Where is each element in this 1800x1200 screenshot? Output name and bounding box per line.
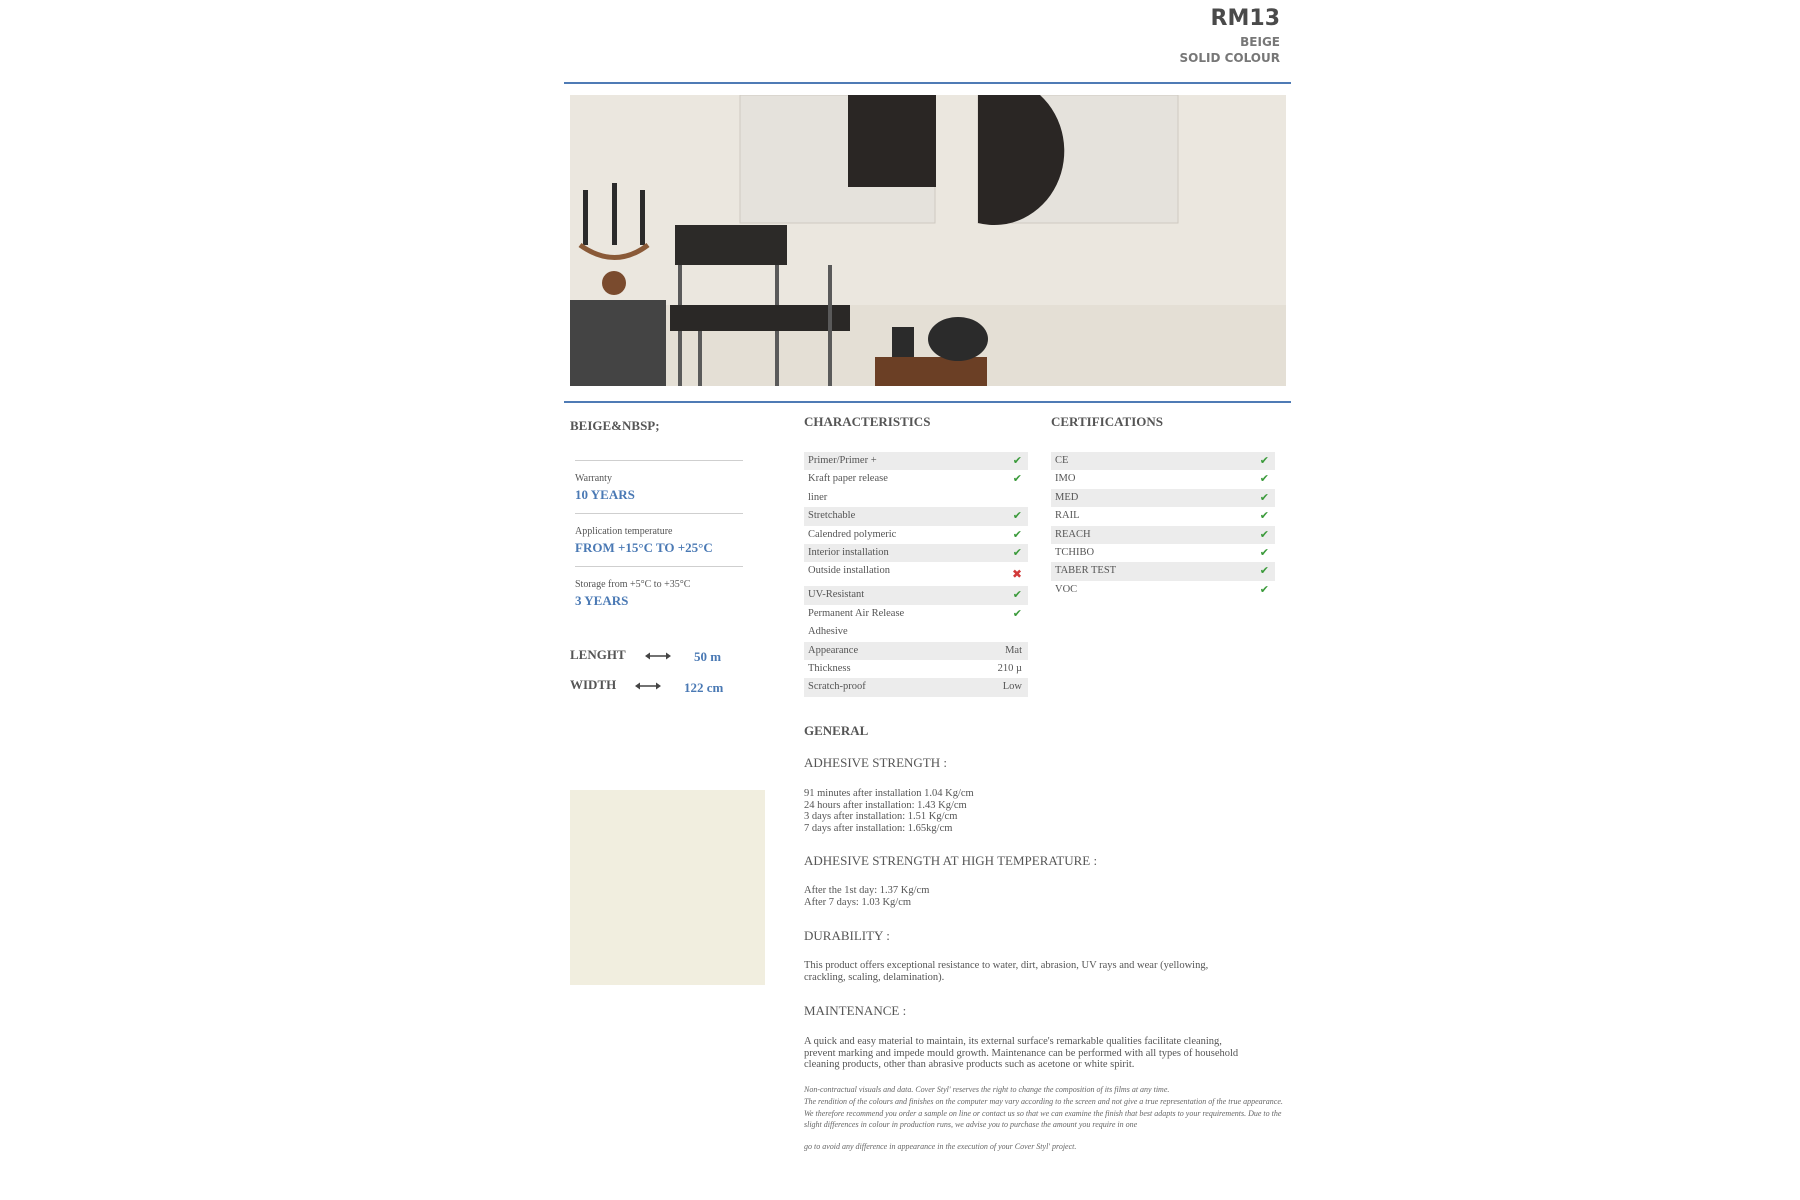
certification-row [1051,562,1275,580]
width-value: 122 cm [684,680,724,695]
check-icon: ✔ [1012,606,1022,620]
check-icon: ✔ [1259,582,1269,596]
characteristic-label: liner [808,491,828,503]
check-icon: ✔ [1012,454,1022,467]
characteristic-label: Calendred polymeric [808,528,897,540]
certification-label: REACH [1055,528,1091,540]
storage-value: 3 YEARS [575,593,629,608]
characteristic-label: Adhesive [808,626,848,638]
characteristic-label: Outside installation [808,565,890,577]
characteristic-row [804,544,1028,562]
check-icon: ✔ [1259,545,1269,559]
certification-label: MED [1055,491,1079,503]
check-icon: ✔ [1012,509,1022,523]
characteristic-row [804,507,1028,525]
characteristic-row [804,526,1028,544]
characteristics-title: CHARACTERISTICS [804,414,931,429]
divider [575,513,743,514]
maintenance-title: MAINTENANCE : [804,1003,907,1018]
length-label: LENGHT [570,647,626,662]
characteristic-row [804,678,1028,696]
certification-label: IMO [1055,473,1076,485]
characteristic-label: Interior installation [808,546,889,558]
double-arrow-icon [635,681,661,691]
check-icon: ✔ [1259,509,1269,523]
certification-row [1051,452,1275,470]
certification-row [1051,489,1275,507]
characteristic-row [804,586,1028,604]
product-code: RM13 [1210,6,1280,31]
certifications-title: CERTIFICATIONS [1051,414,1163,429]
characteristic-row [804,642,1028,660]
check-icon: ✔ [1259,454,1269,467]
characteristic-label: Appearance [808,644,859,656]
durability-text: This product offers exceptional resistance to water, dirt, abrasion, UV rays and wear (yellowing, crackling, scaling, delamination). [804,960,1209,983]
check-icon: ✔ [1259,490,1269,504]
high-temperature-text: After the 1st day: 1.37 Kg/cm After 7 days: 1.03 Kg/cm [804,885,930,908]
check-icon: ✔ [1012,588,1022,602]
adhesive-strength-text: 91 minutes after installation 1.04 Kg/cm 24 hours after installation: 1.43 Kg/cm 3 days after installation: 1.51 Kg/cm 7 days after installation: 1.65kg/cm [804,788,974,834]
double-arrow-icon [645,651,671,661]
warranty-label: Warranty [575,473,612,484]
product-colour: BEIGE [1240,35,1280,49]
characteristic-value: Mat [1005,644,1022,656]
characteristic-value: Low [1002,681,1022,693]
section-divider [564,401,1291,403]
check-icon: ✔ [1012,545,1022,559]
divider [575,460,743,461]
disclaimer-line-2: The rendition of the colours and finishes on the computer may vary according to the screen and not give a true representation of the true appearance. We therefore recommend you order a sample on line or contact us so that we can examine the finish that best adapts to your requirements. Due to the slight differences in colour in production runs, we advise you to purchase the amount you require in one [804,1097,1283,1129]
characteristic-row [804,470,1028,488]
application-temperature-value: FROM +15°C TO +25°C [575,540,713,555]
length-value: 50 m [694,649,722,664]
characteristic-row [804,605,1028,623]
characteristic-row [804,562,1028,586]
characteristic-row [804,489,1028,507]
characteristic-label: Thickness [808,662,851,674]
certification-label: CE [1055,455,1069,466]
product-name: BEIGE&NBSP; [570,418,660,433]
characteristic-label: Kraft paper release [808,473,888,485]
check-icon: ✔ [1012,472,1022,486]
certification-label: TCHIBO [1055,546,1095,558]
check-icon: ✔ [1259,527,1269,541]
characteristic-value: 210 µ [997,662,1022,674]
disclaimer-line-3: go to avoid any difference in appearance in the execution of your Cover Styl' project. [804,1142,1077,1151]
product-type: SOLID COLOUR [1179,51,1280,65]
characteristic-label: Stretchable [808,510,856,522]
characteristic-label: Permanent Air Release [808,607,905,619]
colour-swatch [570,790,765,985]
characteristic-row [804,623,1028,641]
characteristic-row [804,660,1028,678]
characteristics-table [804,452,1028,697]
divider [575,566,743,567]
maintenance-text: A quick and easy material to maintain, its external surface's remarkable qualities facilitate cleaning, prevent marking and impede mould growth. Maintenance can be performed with all types of household cleaning products, other than abrasive products such as acetone or white spirit. [804,1036,1239,1070]
characteristic-label: Primer/Primer + [808,455,877,466]
check-icon: ✔ [1259,472,1269,486]
cross-icon: ✖ [1011,567,1022,582]
certification-label: TABER TEST [1055,565,1117,577]
certifications-table [1051,452,1275,599]
header-divider [564,82,1291,84]
durability-title: DURABILITY : [804,928,890,943]
width-label: WIDTH [570,677,617,692]
certification-row [1051,544,1275,562]
certification-row [1051,507,1275,525]
general-title: GENERAL [804,723,869,738]
high-temperature-title: ADHESIVE STRENGTH AT HIGH TEMPERATURE : [804,853,1098,868]
certification-row [1051,526,1275,544]
storage-label: Storage from +5°C to +35°C [575,579,691,590]
characteristic-label: UV-Resistant [808,589,865,601]
characteristic-row [804,452,1028,470]
certification-label: RAIL [1055,510,1080,522]
characteristic-label: Scratch-proof [808,681,866,693]
adhesive-strength-title: ADHESIVE STRENGTH : [804,755,947,770]
certification-row [1051,581,1275,599]
application-temperature-label: Application temperature [575,526,673,537]
certification-row [1051,470,1275,488]
interior-photo [570,95,1286,386]
certification-label: VOC [1055,583,1078,595]
check-icon: ✔ [1012,527,1022,541]
disclaimer-line-1: Non-contractual visuals and data. Cover Styl' reserves the right to change the composition of its films at any time. [804,1085,1170,1094]
check-icon: ✔ [1259,564,1269,578]
warranty-value: 10 YEARS [575,487,635,502]
